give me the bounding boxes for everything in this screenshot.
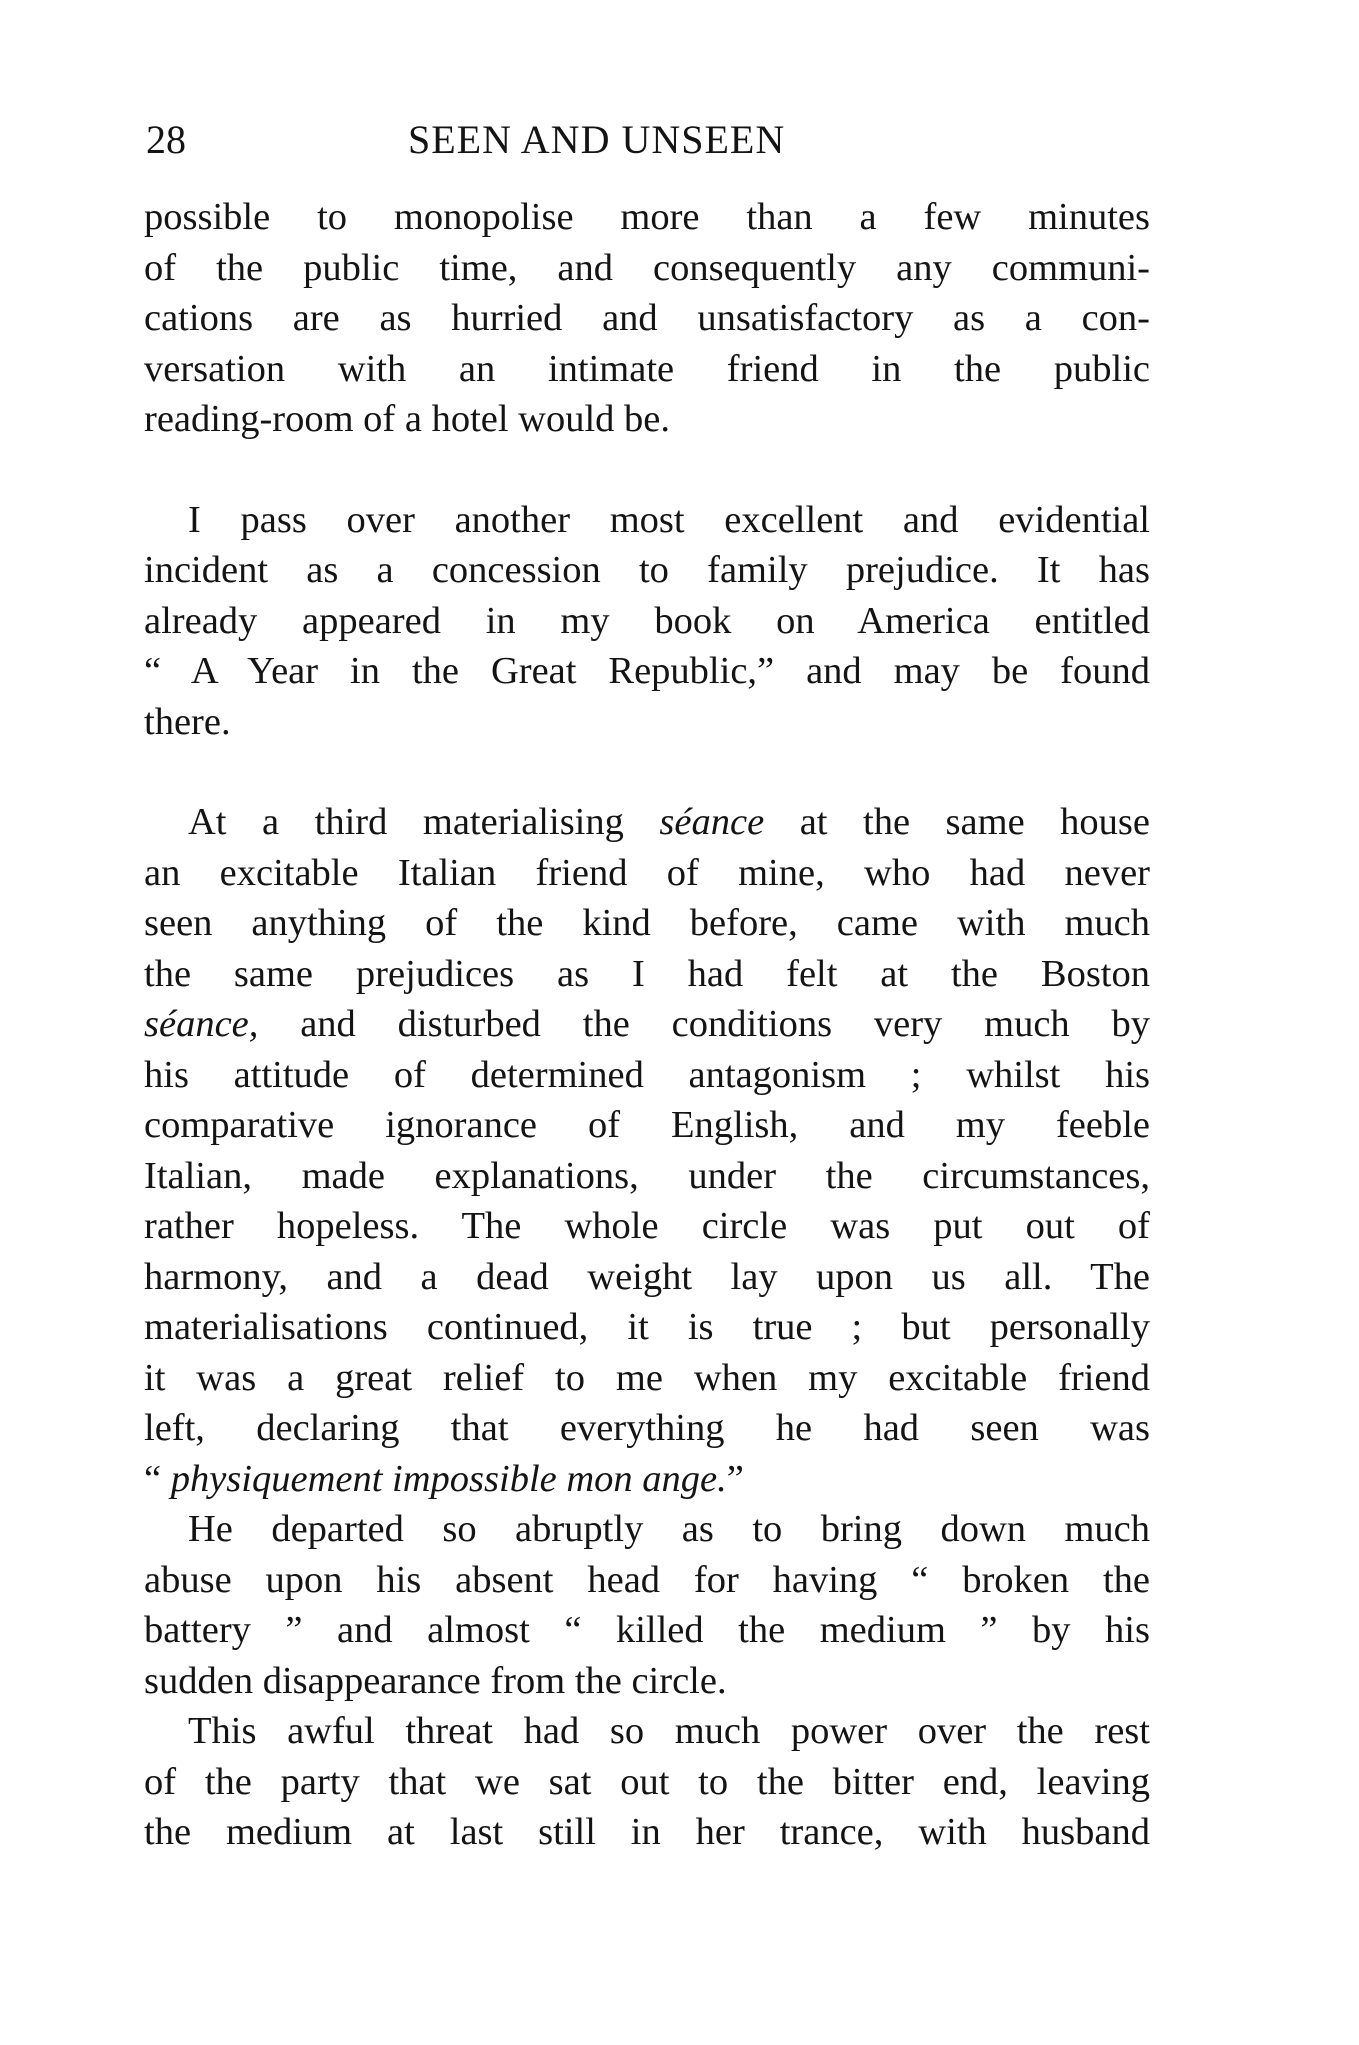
text-line: harmony, and a dead weight lay upon us all. The — [144, 1255, 1150, 1298]
text-line: his attitude of determined antagonism ; whilst his — [144, 1053, 1150, 1096]
paragraph-2 — [144, 495, 1150, 748]
text-run: at the same house — [799, 801, 1151, 843]
close-quote: ” — [726, 1457, 744, 1500]
text-line: Italian, made explanations, under the circumstances, — [144, 1154, 1150, 1197]
page-number: 28 — [146, 117, 186, 162]
text-line: the same prejudices as I had felt at the Boston — [144, 952, 1150, 995]
text-line: already appeared in my book on America entitled — [144, 599, 1150, 642]
text-line: abuse upon his absent head for having “ broken the — [144, 1558, 1150, 1601]
text-line: battery ” and almost “ killed the medium ” by his — [144, 1609, 1150, 1651]
text-line: sudden disappearance from the circle. — [144, 1659, 727, 1702]
text-run: At a third materialising — [188, 801, 624, 843]
text-line — [144, 1454, 1150, 1505]
body-text — [144, 192, 1150, 1858]
text-line: This awful threat had so much power over the rest — [188, 1710, 1150, 1752]
page-header — [146, 112, 1150, 168]
text-line: possible to monopolise more than a few minutes — [144, 196, 1150, 238]
paragraph-4 — [144, 1504, 1150, 1706]
text-line: the medium at last still in her trance, with husband — [144, 1811, 1150, 1853]
text-line: I pass over another most excellent and evidential — [188, 498, 1150, 541]
text-line: reading-room of a hotel would be. — [144, 398, 671, 440]
text-line: of the party that we sat out to the bitter end, leaving — [144, 1760, 1150, 1803]
text-line: an excitable Italian friend of mine, who had never — [144, 851, 1150, 894]
running-title: SEEN AND UNSEEN — [408, 117, 786, 162]
text-line: cations are as hurried and unsatisfactory as a con- — [144, 297, 1150, 339]
text-line: incident as a concession to family prejudice. It has — [144, 549, 1150, 591]
text-line: it was a great relief to me when my excitable friend — [144, 1356, 1150, 1399]
text-line: left, declaring that everything he had seen was — [144, 1407, 1150, 1449]
text-line: comparative ignorance of English, and my feeble — [144, 1104, 1150, 1146]
text-line: seen anything of the kind before, came with much — [144, 902, 1150, 944]
text-line: of the public time, and consequently any communi- — [144, 246, 1150, 289]
text-line: materialisations continued, it is true ; but personally — [144, 1306, 1150, 1348]
paragraph-5 — [144, 1706, 1150, 1858]
text-line: He departed so abruptly as to bring down much — [188, 1508, 1150, 1550]
paragraph-1 — [144, 192, 1150, 445]
text-line: “ A Year in the Great Republic,” and may be found — [144, 650, 1150, 692]
text-run: and disturbed the conditions very much by — [300, 1003, 1151, 1045]
text-line: there. — [144, 700, 231, 743]
text-line: versation with an intimate friend in the public — [144, 347, 1150, 390]
open-quote: “ — [144, 1457, 162, 1500]
paragraph-3 — [144, 797, 1150, 1504]
paragraph-gap — [144, 747, 1150, 797]
text-line — [144, 797, 1150, 848]
italic-term: séance, — [144, 1003, 259, 1045]
text-line: rather hopeless. The whole circle was put out of — [144, 1205, 1150, 1247]
text-line — [144, 999, 1150, 1050]
paragraph-gap — [144, 445, 1150, 495]
italic-quote: physiquement impossible mon ange. — [170, 1457, 727, 1500]
italic-term: séance — [659, 801, 765, 843]
